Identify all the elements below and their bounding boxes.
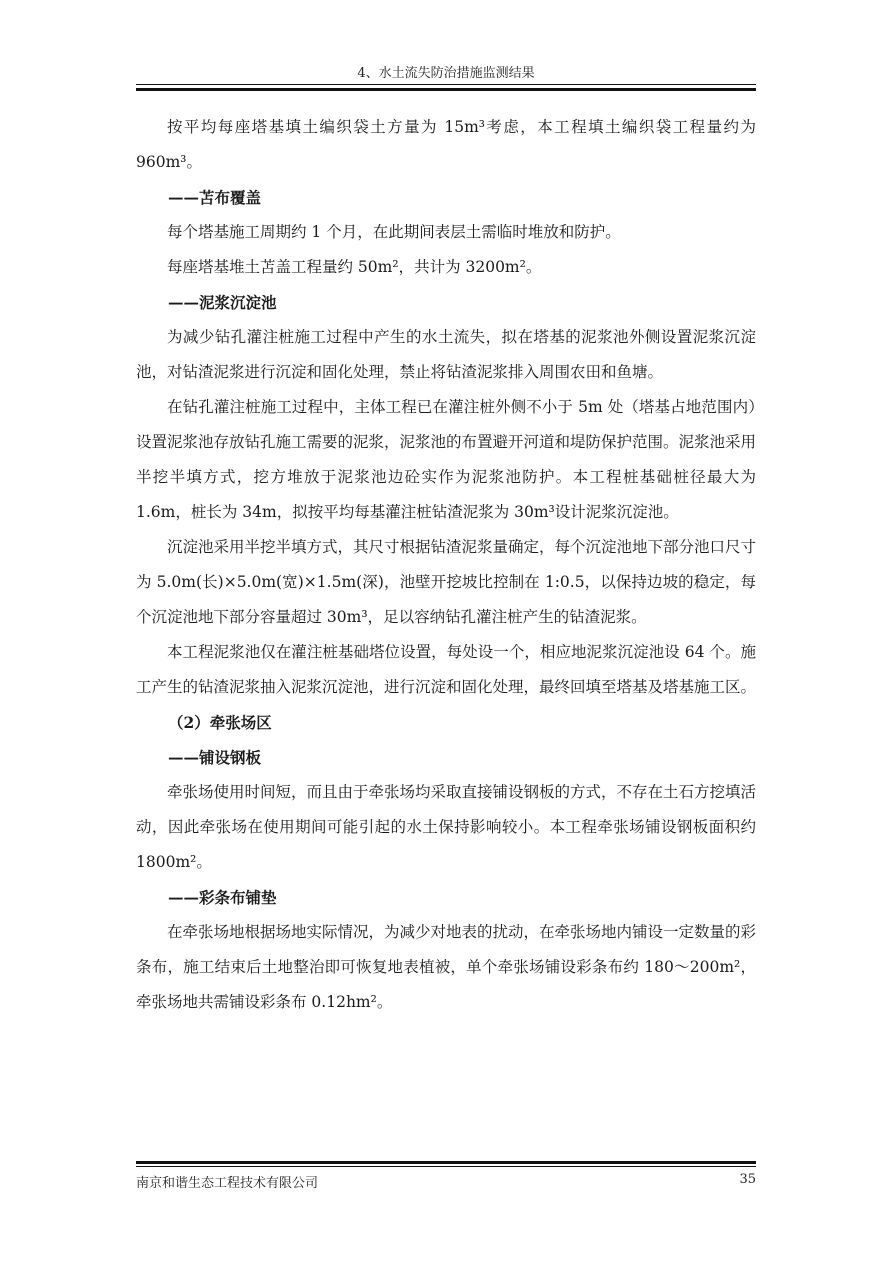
section-heading: （2）牵张场区 — [168, 713, 272, 732]
paragraph: 每座塔基堆土苫盖工程量约 50m²，共计为 3200m²。 — [167, 258, 542, 276]
paragraph: 每个塔基施工周期约 1 个月，在此期间表层土需临时堆放和防护。 — [167, 223, 621, 241]
header-rule-thick — [136, 88, 756, 91]
section-heading: ——铺设钢板 — [168, 748, 262, 767]
section-heading: ——苫布覆盖 — [168, 188, 262, 207]
paragraph: 在钻孔灌注桩施工过程中，主体工程已在灌注桩外侧不小于 5m 处（塔基占地范围内）设置泥浆池存放钻孔施工需要的泥浆，泥浆池的布置避开河道和堤防保护范围。泥浆池采用半挖半填方式，挖方堆放于泥浆池边砼实作为泥浆池防护。本工程桩基础桩径最大为 1.6m，桩长为 34m，拟按平均每基灌注桩钻渣泥浆为 30m³设计泥浆沉淀池。 — [136, 398, 757, 521]
paragraph: 本工程泥浆池仅在灌注桩基础塔位设置，每处设一个，相应地泥浆沉淀池设 64 个。施工产生的钻渣泥浆抽入泥浆沉淀池，进行沉淀和固化处理，最终回填至塔基及塔基施工区。 — [136, 643, 757, 696]
footer-rule-thick — [136, 1161, 756, 1164]
document-body — [136, 110, 756, 1020]
page-number: 35 — [739, 1172, 756, 1187]
paragraph: 沉淀池采用半挖半填方式，其尺寸根据钻渣泥浆量确定，每个沉淀池地下部分池口尺寸为 5.0m(长)×5.0m(宽)×1.5m(深)，池壁开挖坡比控制在 1:0.5，以保持边坡的稳定，每个沉淀池地下部分容量超过 30m³，足以容纳钻孔灌注桩产生的钻渣泥浆。 — [136, 538, 757, 626]
paragraph: 按平均每座塔基填土编织袋土方量为 15m³考虑，本工程填土编织袋工程量约为 960m³。 — [136, 118, 756, 171]
header-rule-thin — [136, 84, 756, 85]
section-heading: ——彩条布铺垫 — [168, 888, 277, 907]
paragraph: 为减少钻孔灌注桩施工过程中产生的水土流失，拟在塔基的泥浆池外侧设置泥浆沉淀池，对钻渣泥浆进行沉淀和固化处理，禁止将钻渣泥浆排入周围农田和鱼塘。 — [136, 328, 756, 381]
running-header: 4、水土流失防治措施监测结果 — [357, 66, 535, 81]
paragraph: 牵张场使用时间短，而且由于牵张场均采取直接铺设钢板的方式，不存在土石方挖填活动，因此牵张场在使用期间可能引起的水土保持影响较小。本工程牵张场铺设钢板面积约 1800m²。 — [136, 783, 757, 871]
footer-company: 南京和谐生态工程技术有限公司 — [136, 1176, 319, 1191]
section-heading: ——泥浆沉淀池 — [168, 293, 277, 312]
paragraph: 在牵张场地根据场地实际情况，为减少对地表的扰动，在牵张场地内铺设一定数量的彩条布，施工结束后土地整治即可恢复地表植被，单个牵张场铺设彩条布约 180～200m²，牵张场地共需铺设彩条布 0.12hm²。 — [136, 923, 757, 1011]
footer-rule-thin — [136, 1166, 756, 1167]
